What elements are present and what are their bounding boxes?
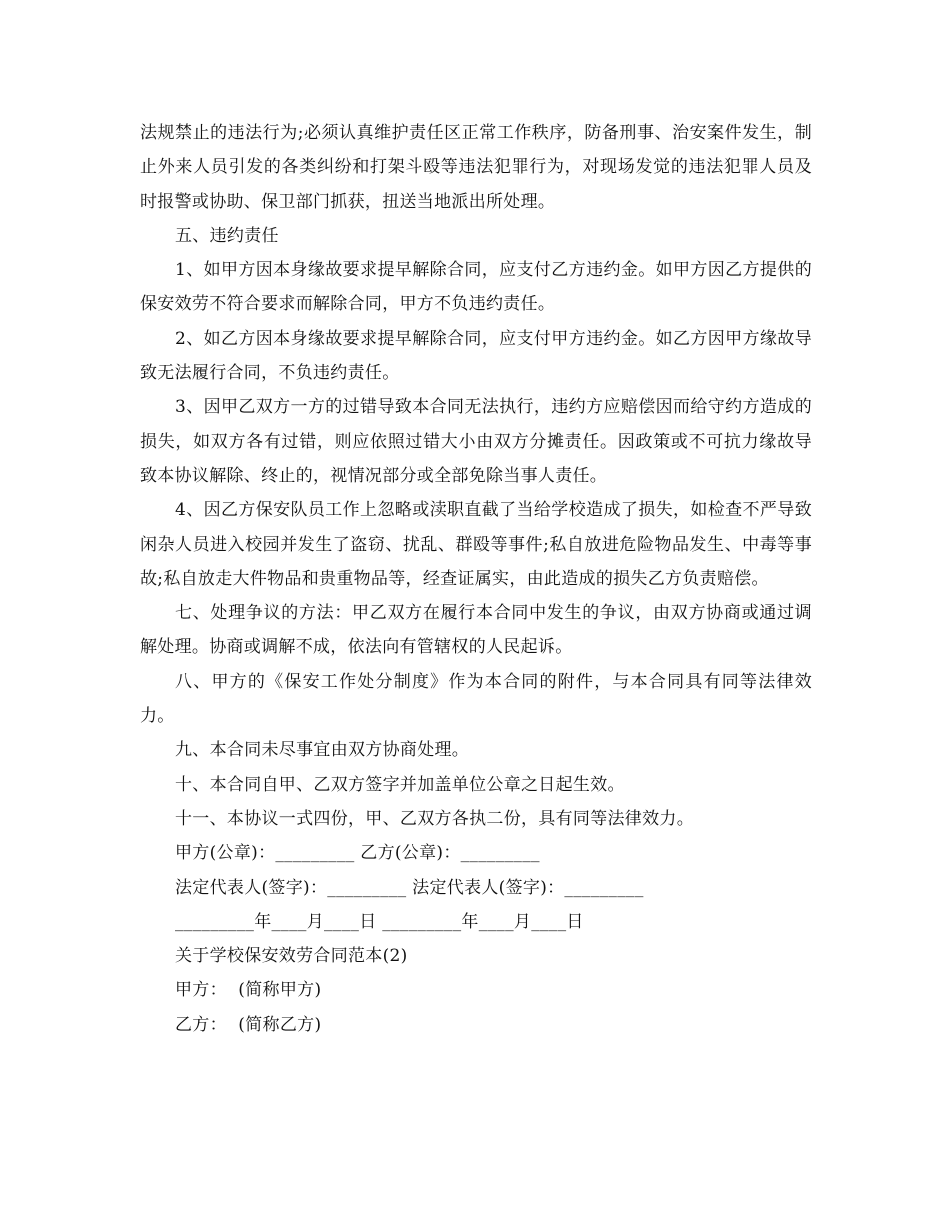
section-appendix: 八、甲方的《保安工作处分制度》作为本合同的附件，与本合同具有同等法律效力。: [140, 671, 812, 727]
signature-representative-line: 法定代表人(签字)：_________ 法定代表人(签字)：_________: [175, 877, 644, 898]
party-a-line: 甲方： (简称甲方): [175, 980, 322, 1001]
clause-2: 2、如乙方因本身缘故要求提早解除合同，应支付甲方违约金。如乙方因甲方缘故导致无法履行合同，不负违约责任。: [140, 328, 812, 384]
section-copies: 十一、本协议一式四份，甲、乙双方各执二份，具有同等法律效力。: [175, 808, 694, 829]
party-b-line: 乙方： (简称乙方): [175, 1014, 322, 1035]
section-unresolved: 九、本合同未尽事宜由双方协商处理。: [175, 740, 470, 761]
section-heading-liability: 五、违约责任: [175, 225, 279, 246]
signature-date-line: _________年____月____日 _________年____月____日: [175, 911, 584, 932]
next-contract-title: 关于学校保安效劳合同范本(2): [175, 946, 408, 967]
section-dispute: 七、处理争议的方法：甲乙双方在履行本合同中发生的争议，由双方协商或通过调解处理。协商或调解不成，依法向有管辖权的人民起诉。: [140, 603, 812, 658]
clause-1: 1、如甲方因本身缘故要求提早解除合同，应支付乙方违约金。如甲方因乙方提供的保安效劳不符合要求而解除合同，甲方不负违约责任。: [140, 260, 812, 315]
section-effective: 十、本合同自甲、乙双方签字并加盖单位公章之日起生效。: [175, 774, 625, 795]
contract-text: [140, 116, 812, 1042]
paragraph-prohibited-acts: 法规禁止的违法行为;必须认真维护责任区正常工作秩序，防备刑事、治安案件发生，制止外来人员引发的各类纠纷和打架斗殴等违法犯罪行为，对现场发觉的违法犯罪人员及时报警或协助、保卫部门抓获，扭送当地派出所处理。: [140, 123, 812, 212]
clause-3: 3、因甲乙双方一方的过错导致本合同无法执行，违约方应赔偿因而给守约方造成的损失，如双方各有过错，则应依照过错大小由双方分摊责任。因政策或不可抗力缘故导致本协议解除、终止的，视情况部分或全部免除当事人责任。: [140, 397, 812, 486]
clause-4: 4、因乙方保安队员工作上忽略或渎职直截了当给学校造成了损失，如检查不严导致闲杂人员进入校园并发生了盗窃、扰乱、群殴等事件;私自放进危险物品发生、中毒等事故;私自放走大件物品和贵重物品等，经查证属实，由此造成的损失乙方负责赔偿。: [140, 500, 812, 589]
signature-seal-line: 甲方(公章)：_________ 乙方(公章)：_________: [175, 843, 540, 864]
